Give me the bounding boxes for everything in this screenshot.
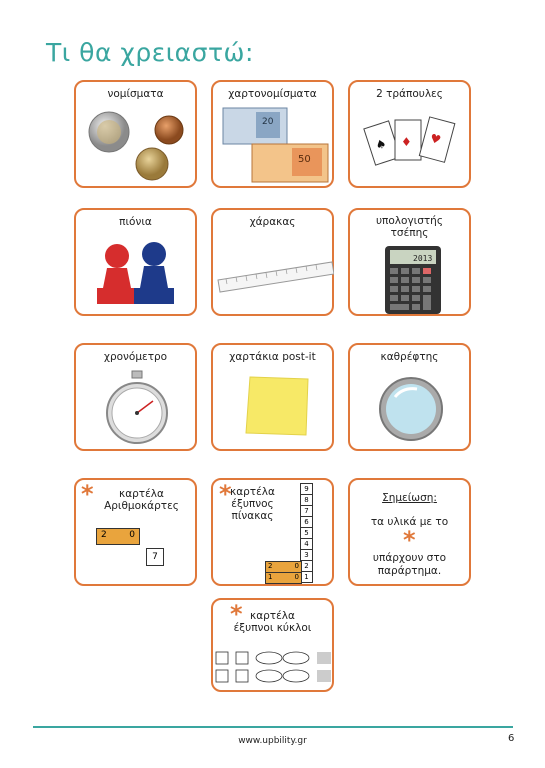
svg-text:♥: ♥	[428, 131, 443, 148]
mirror-icon	[353, 367, 471, 447]
card-label-line2: Αριθμοκάρτες	[104, 500, 179, 512]
note-line3: παράρτημα.	[377, 565, 442, 577]
strip-digit: 0	[294, 562, 299, 570]
footer-url: www.upbility.gr	[238, 736, 307, 746]
post-it-icon	[216, 369, 334, 449]
banknote-50-value: 50	[298, 154, 311, 165]
card-note	[348, 478, 471, 586]
card-label-line3: πίνακας	[231, 510, 274, 522]
card-label-line1: καρτέλα	[119, 488, 164, 500]
strip-digit: 1	[268, 573, 273, 581]
card-label	[213, 610, 332, 634]
card-label: χαρτάκια post-it	[229, 351, 316, 363]
card-label-line1: καρτέλα	[230, 486, 275, 498]
number-column-cell: 9	[300, 483, 313, 495]
note-title: Σημείωση:	[382, 492, 437, 504]
card-label	[88, 488, 195, 512]
number-strip-1	[265, 572, 302, 584]
footer-divider	[33, 726, 513, 728]
note-line1: τα υλικά με το	[370, 516, 449, 528]
svg-text:♠: ♠	[373, 136, 389, 153]
strip-digit: 2	[268, 562, 273, 570]
number-column-cell: 4	[300, 539, 313, 550]
card-label-line2: έξυπνος	[231, 498, 274, 510]
card-label: πιόνια	[119, 216, 152, 228]
card-label: νομίσματα	[107, 88, 164, 100]
card-label-line1: καρτέλα	[250, 610, 295, 622]
number-box: 7	[146, 548, 164, 566]
number-column-cell: 3	[300, 550, 313, 561]
number-card-digit: 2	[101, 530, 107, 540]
ruler-icon	[216, 234, 334, 314]
number-column-cell: 7	[300, 506, 313, 517]
asterisk-icon: *	[403, 526, 416, 554]
pawns-icon	[79, 234, 197, 314]
card-label-line1: υπολογιστής	[375, 215, 444, 227]
smart-circles-diagram	[214, 648, 334, 688]
card-pawns	[74, 208, 197, 316]
number-card	[96, 528, 140, 545]
svg-text:♦: ♦	[401, 135, 412, 149]
card-number-cards	[74, 478, 197, 586]
card-label	[213, 480, 292, 522]
page-number: 6	[508, 733, 515, 744]
coins-icon	[79, 106, 197, 186]
card-coins	[74, 80, 197, 188]
calc-display: 2013	[413, 254, 433, 263]
card-label: χρονόμετρο	[103, 351, 168, 363]
page-title: Τι θα χρειαστώ:	[46, 38, 254, 67]
stopwatch-icon	[79, 369, 197, 449]
card-mirror	[348, 343, 471, 451]
banknotes-icon	[216, 104, 334, 184]
strip-digit: 0	[294, 573, 299, 581]
number-column-cell: 1	[300, 572, 313, 583]
card-label	[350, 215, 469, 239]
card-ruler	[211, 208, 334, 316]
card-label-line2: έξυπνοι κύκλοι	[233, 622, 312, 634]
card-label: χαρτονομίσματα	[228, 88, 317, 100]
card-decks	[348, 80, 471, 188]
card-label: 2 τράπουλες	[376, 88, 443, 100]
card-label: καθρέφτης	[380, 351, 439, 363]
card-smart-circles	[211, 598, 334, 692]
card-calculator	[348, 208, 471, 316]
number-column-cell: 8	[300, 495, 313, 506]
card-banknotes	[211, 80, 334, 188]
card-label: χάρακας	[249, 216, 296, 228]
card-postit	[211, 343, 334, 451]
number-column-cell: 6	[300, 517, 313, 528]
asterisk-icon: *	[230, 600, 243, 628]
card-smart-board	[211, 478, 334, 586]
banknote-20-value: 20	[262, 117, 274, 127]
playing-cards-icon	[353, 104, 471, 184]
note-line2: υπάρχουν στο	[372, 552, 447, 564]
asterisk-icon: *	[219, 480, 232, 508]
number-card-digit: 0	[129, 530, 135, 540]
calculator-icon	[353, 240, 471, 316]
card-stopwatch	[74, 343, 197, 451]
asterisk-icon: *	[81, 480, 94, 508]
number-column-cell: 2	[300, 561, 313, 572]
card-label-line2: τσέπης	[390, 227, 429, 239]
number-column-cell: 5	[300, 528, 313, 539]
